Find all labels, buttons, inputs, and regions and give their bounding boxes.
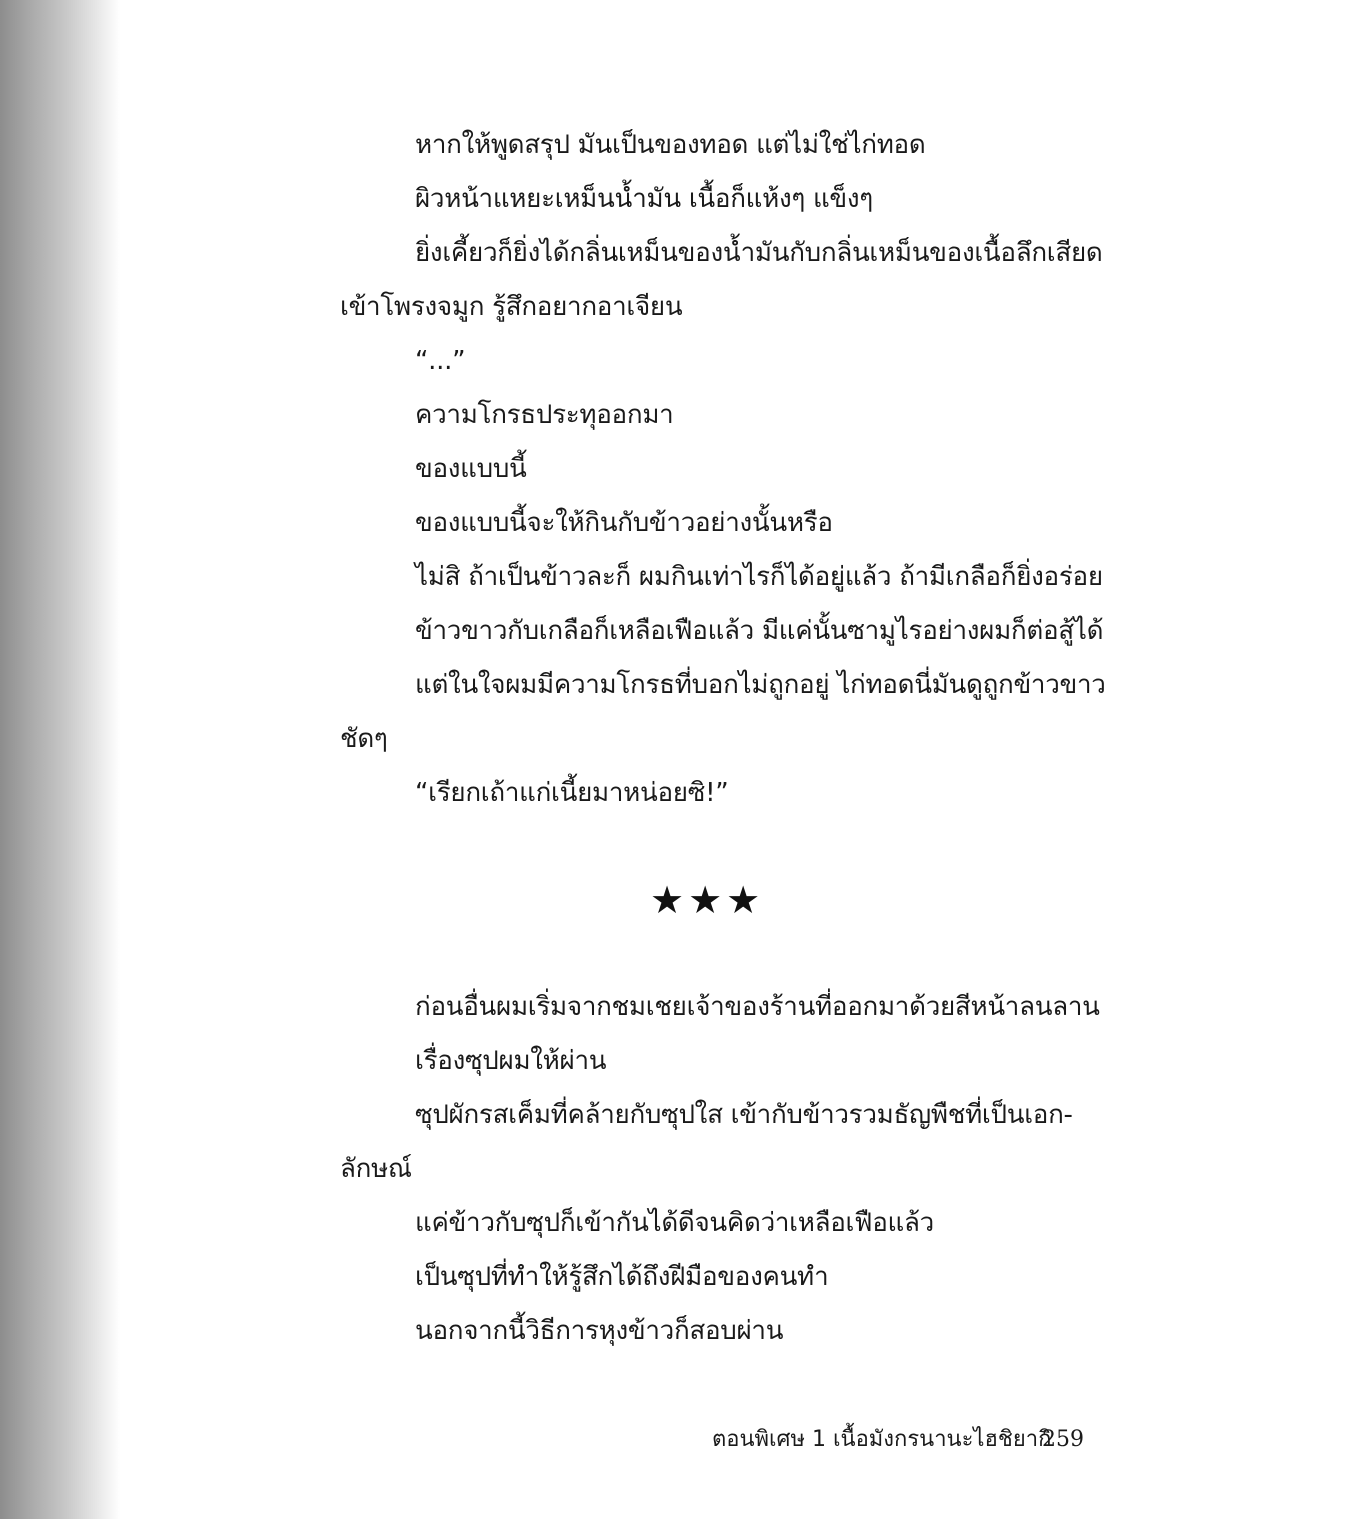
- text-line: ของแบบนี้: [415, 454, 527, 484]
- text-line: เรื่องซุปผมให้ผ่าน: [415, 1046, 607, 1076]
- text-line-continuation: ลักษณ์: [340, 1154, 412, 1184]
- text-line: หากให้พูดสรุป มันเป็นของทอด แต่ไม่ใช่ไก่ทอด: [415, 130, 926, 160]
- text-line: ข้าวขาวกับเกลือก็เหลือเฟือแล้ว มีแค่นั้นซามูไรอย่างผมก็ต่อสู้ได้: [415, 616, 1104, 646]
- text-line: ยิ่งเคี้ยวก็ยิ่งได้กลิ่นเหม็นของน้ำมันกับกลิ่นเหม็นของเนื้อลึกเสียด: [415, 238, 1103, 268]
- running-head: ตอนพิเศษ 1 เนื้อมังกรนานะไฮชิยากิ: [712, 1427, 1052, 1452]
- text-line-continuation: ชัดๆ: [340, 724, 388, 754]
- text-line: ก่อนอื่นผมเริ่มจากชมเชยเจ้าของร้านที่ออกมาด้วยสีหน้าลนลาน: [415, 992, 1100, 1022]
- text-line: ของแบบนี้จะให้กินกับข้าวอย่างนั้นหรือ: [415, 508, 833, 538]
- page-number: 259: [1042, 1427, 1084, 1452]
- text-line: แต่ในใจผมมีความโกรธที่บอกไม่ถูกอยู่ ไก่ทอดนี่มันดูถูกข้าวขาว: [415, 670, 1106, 700]
- scene-break-stars: ★★★: [650, 878, 765, 922]
- text-line: แค่ข้าวกับซุปก็เข้ากันได้ดีจนคิดว่าเหลือเฟือแล้ว: [415, 1208, 934, 1238]
- page-gutter-shadow: [0, 0, 120, 1519]
- text-line: “...”: [415, 346, 466, 376]
- text-line: ซุปผักรสเค็มที่คล้ายกับซุปใส เข้ากับข้าวรวมธัญพืชที่เป็นเอก-: [415, 1100, 1073, 1130]
- text-line: ผิวหน้าแหยะเหม็นน้ำมัน เนื้อก็แห้งๆ แข็งๆ: [415, 184, 873, 214]
- text-line: ความโกรธประทุออกมา: [415, 400, 674, 430]
- text-line: ไม่สิ ถ้าเป็นข้าวละก็ ผมกินเท่าไรก็ได้อยู่แล้ว ถ้ามีเกลือก็ยิ่งอร่อย: [415, 562, 1103, 592]
- text-line: “เรียกเถ้าแก่เนี้ยมาหน่อยซิ!”: [415, 778, 729, 808]
- text-line: นอกจากนี้วิธีการหุงข้าวก็สอบผ่าน: [415, 1316, 784, 1346]
- text-line: เป็นซุปที่ทำให้รู้สึกได้ถึงฝีมือของคนทำ: [415, 1262, 829, 1292]
- text-line-continuation: เข้าโพรงจมูก รู้สึกอยากอาเจียน: [340, 292, 683, 322]
- book-page: [120, 0, 1350, 1519]
